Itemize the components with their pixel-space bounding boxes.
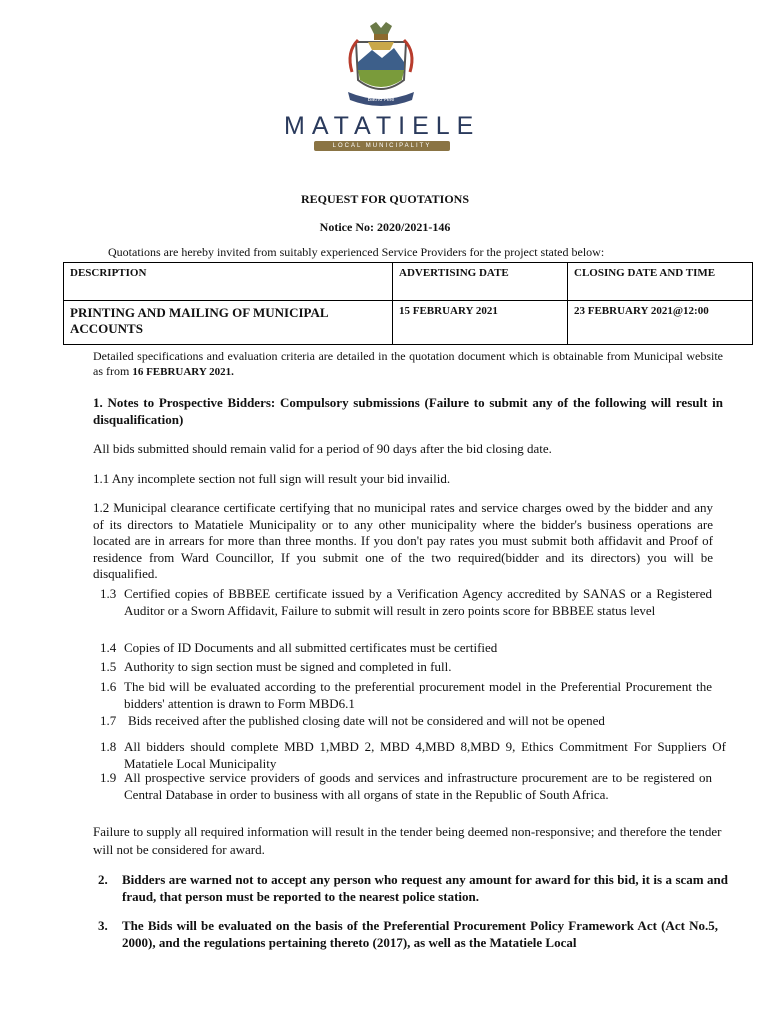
brand-name: MATATIELE xyxy=(284,112,481,140)
details-paragraph xyxy=(93,349,723,380)
section2-text: Bidders are warned not to accept any person who request any amount for award for this bid, it is a scam and fraud, that person must be reported to the nearest police station. xyxy=(122,872,728,904)
item-number: 1.7 xyxy=(100,713,117,728)
details-date: 16 FEBRUARY 2021. xyxy=(132,366,234,378)
list-item xyxy=(100,739,726,772)
item-number: 1.1 xyxy=(93,471,110,486)
section3-number: 3. xyxy=(98,918,108,933)
item-number: 1.8 xyxy=(100,739,117,754)
list-item xyxy=(100,640,712,657)
item-number: 1.9 xyxy=(100,770,117,785)
list-item xyxy=(100,659,712,676)
list-item xyxy=(93,500,713,583)
list-item xyxy=(93,471,723,488)
item-text: Any incomplete section not full sign will result your bid invailid. xyxy=(111,471,451,486)
failure-text: Failure to supply all required information will result in the tender being deemed non-responsive; and therefore the tender will not be considered for award. xyxy=(93,824,722,857)
header-closing-date: CLOSING DATE AND TIME xyxy=(568,263,753,301)
project-description: PRINTING AND MAILING OF MUNICIPAL ACCOUNTS xyxy=(64,301,393,345)
municipal-crest-logo xyxy=(340,22,422,110)
item-text: All bidders should complete MBD 1,MBD 2, MBD 4,MBD 8,MBD 9, Ethics Commitment For Suppliers Of Matatiele Local Municipality xyxy=(124,739,726,771)
section3 xyxy=(98,918,718,951)
header-advertising-date: ADVERTISING DATE xyxy=(393,263,568,301)
closing-date: 23 FEBRUARY 2021@12:00 xyxy=(568,301,753,345)
details-text: Detailed specifications and evaluation criteria are detailed in the quotation document which is obtainable from Municipal website as from xyxy=(93,349,723,378)
item-text: Certified copies of BBBEE certificate issued by a Verification Agency accredited by SANAS or a Registered Auditor or a Sworn Affidavit, Failure to submit will result in zero points score for BBBEE status level xyxy=(124,586,712,618)
section3-text: The Bids will be evaluated on the basis of the Preferential Procurement Policy Framework Act (Act No.5, 2000), and the regulations pertaining thereto (2017), as well as the Matatiele Local xyxy=(122,918,718,950)
advertising-date: 15 FEBRUARY 2021 xyxy=(393,301,568,345)
list-item xyxy=(100,586,712,619)
section1-heading: 1. Notes to Prospective Bidders: Compulsory submissions (Failure to submit any of the following will result in disqualification) xyxy=(93,395,723,427)
item-number: 1.4 xyxy=(100,640,117,655)
item-text: Municipal clearance certificate certifying that no municipal rates and service charges owed by the bidder and any of its directors to Matatiele Municipality or to any other municipality where the bidder's business operations are located are in arrears for more than three months. If you don't pay rates you must submit both affidavit and Proof of residence from Ward Councillor, If you submit one of the two required(bidder and its directors) you will be disqualified. xyxy=(93,500,713,581)
table-header-row xyxy=(64,263,753,301)
section2-number: 2. xyxy=(98,872,108,887)
intro-text: Quotations are hereby invited from suitably experienced Service Providers for the project stated below: xyxy=(108,245,605,259)
list-item xyxy=(100,679,712,712)
item-number: 1.2 xyxy=(93,500,110,515)
document-title: REQUEST FOR QUOTATIONS xyxy=(300,192,470,206)
notice-number: Notice No: 2020/2021-146 xyxy=(319,220,451,234)
list-item xyxy=(100,770,712,803)
item-number: 1.3 xyxy=(100,586,117,601)
list-item xyxy=(100,713,712,730)
validity-text: All bids submitted should remain valid for a period of 90 days after the bid closing date. xyxy=(93,441,552,456)
item-text: Copies of ID Documents and all submitted certificates must be certified xyxy=(124,640,498,655)
section2 xyxy=(98,872,728,905)
table-row xyxy=(64,301,753,345)
item-text: Authority to sign section must be signed and completed in full. xyxy=(124,659,452,674)
project-table xyxy=(63,262,753,345)
item-text: All prospective service providers of goods and services and infrastructure procurement are to be registered on Central Database in order to business with all organs of state in the Republic of South Africa. xyxy=(124,770,712,802)
item-number: 1.5 xyxy=(100,659,117,674)
crest-ribbon-text: Batho Pele xyxy=(367,97,395,103)
item-number: 1.6 xyxy=(100,679,117,694)
brand-subtitle: LOCAL MUNICIPALITY xyxy=(314,141,450,151)
item-text: The bid will be evaluated according to the preferential procurement model in the Preferential Procurement the bidders' attention is drawn to Form MBD6.1 xyxy=(124,679,712,711)
header-description: DESCRIPTION xyxy=(64,263,393,301)
item-text: Bids received after the published closing date will not be considered and will not be opened xyxy=(128,713,605,728)
